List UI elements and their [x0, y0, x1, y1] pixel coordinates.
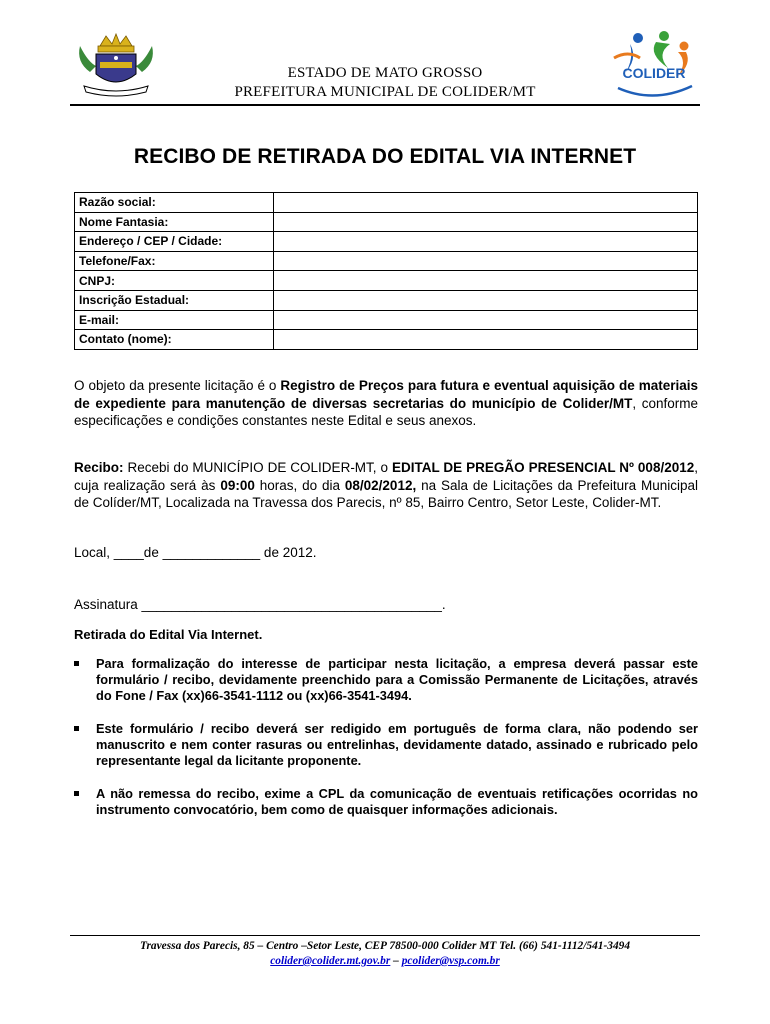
field-label: Nome Fantasia:: [75, 212, 274, 232]
table-row: [75, 193, 698, 213]
field-label: Inscrição Estadual:: [75, 290, 274, 310]
footer-contacts: colider@colider.mt.gov.br – pcolider@vsp.com.br: [270, 955, 500, 967]
email-link-secondary[interactable]: pcolider@vsp.com.br: [401, 955, 500, 967]
field-value[interactable]: [274, 330, 698, 350]
logo-wordmark: COLIDER: [622, 65, 686, 81]
field-label: E-mail:: [75, 310, 274, 330]
bullet-square-icon: [74, 661, 79, 666]
field-value[interactable]: [274, 290, 698, 310]
company-info-table: [74, 192, 698, 350]
list-item: A não remessa do recibo, exime a CPL da comunicação de eventuais retificações ocorridas no instrumento convocatório, bem como de quaisquer informações adicionais.: [74, 786, 698, 818]
letterhead: [0, 0, 770, 110]
list-item: Este formulário / recibo deverá ser redigido em português de forma clara, não podendo ser manuscrito e nem conter rasuras ou entrelinhas, devidamente datado, assinado e rubricado pelo representante legal da licitante proponente.: [74, 721, 698, 769]
field-value[interactable]: [274, 251, 698, 271]
table-row: [75, 290, 698, 310]
receipt-paragraph: Recibo: Recebi do MUNICÍPIO DE COLIDER-MT, o EDITAL DE PREGÃO PRESENCIAL Nº 008/2012, cuja realização será às 09:00 horas, do dia 08/02/2012, na Sala de Licitações da Prefeitura Municipal de Colíder/MT, Localizada na Travessa dos Parecis, nº 85, Bairro Centro, Setor Leste, Colider-MT.: [74, 460, 698, 510]
field-value[interactable]: [274, 193, 698, 213]
instructions-list: [74, 656, 698, 835]
colider-logo-icon: [608, 28, 700, 100]
field-value[interactable]: [274, 310, 698, 330]
bullet-square-icon: [74, 726, 79, 731]
field-label: Razão social:: [75, 193, 274, 213]
header-divider: [70, 104, 700, 106]
field-label: Endereço / CEP / Cidade:: [75, 232, 274, 252]
table-row: [75, 330, 698, 350]
table-row: [75, 310, 698, 330]
footer: [70, 939, 700, 969]
letterhead-text: [160, 64, 610, 102]
prefecture-name: PREFEITURA MUNICIPAL DE COLIDER/MT: [234, 84, 536, 100]
signature-line: Assinatura ________________________________________.: [74, 597, 446, 612]
table-row: [75, 251, 698, 271]
field-value[interactable]: [274, 232, 698, 252]
field-label: CNPJ:: [75, 271, 274, 291]
section-heading: Retirada do Edital Via Internet.: [74, 627, 263, 642]
bullet-square-icon: [74, 791, 79, 796]
field-value[interactable]: [274, 271, 698, 291]
email-link-primary[interactable]: colider@colider.mt.gov.br: [270, 955, 391, 967]
table-row: [75, 232, 698, 252]
document-title: RECIBO DE RETIRADA DO EDITAL VIA INTERNET: [133, 145, 637, 168]
field-value[interactable]: [274, 212, 698, 232]
local-date-line: Local, ____de _____________ de 2012.: [74, 545, 317, 560]
table-row: [75, 212, 698, 232]
footer-address: Travessa dos Parecis, 85 – Centro –Setor Leste, CEP 78500-000 Colider MT Tel. (66) 541-1112/541-3494: [139, 940, 631, 952]
footer-divider: [70, 935, 700, 936]
table-row: [75, 271, 698, 291]
list-item: Para formalização do interesse de participar nesta licitação, a empresa deverá passar este formulário / recibo, devidamente preenchido para a Comissão Permanente de Licitações, através do Fone / Fax (xx)66-3541-1112 ou (xx)66-3541-3494.: [74, 656, 698, 704]
field-label: Contato (nome):: [75, 330, 274, 350]
municipal-crest-icon: [70, 32, 162, 98]
field-label: Telefone/Fax:: [75, 251, 274, 271]
state-name: ESTADO DE MATO GROSSO: [287, 65, 483, 81]
object-paragraph: O objeto da presente licitação é o Registro de Preços para futura e eventual aquisição de materiais de expediente para manutenção de diversas secretarias do município de Colider/MT, conforme especificações e condições constantes neste Edital e seus anexos.: [74, 378, 698, 428]
